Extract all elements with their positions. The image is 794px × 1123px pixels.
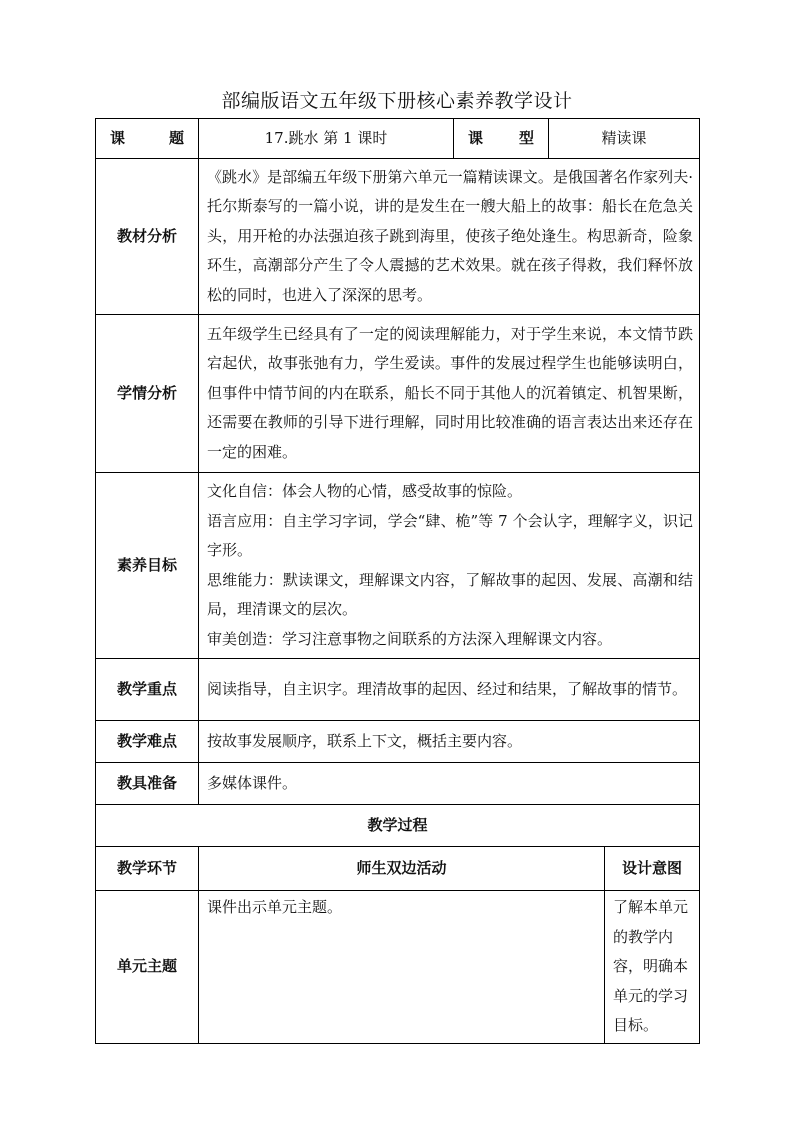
process-title-row: [96, 805, 700, 847]
type-label-char-2: 型: [518, 128, 534, 147]
process-header-row: [96, 847, 700, 891]
section-row-goals: [96, 473, 700, 659]
topic-label-cell: [96, 119, 199, 159]
section-content: [199, 315, 700, 473]
section-label: 教材分析: [96, 159, 199, 315]
section-label: 素养目标: [96, 473, 199, 659]
type-label-char-1: 课: [468, 128, 484, 147]
process-activity: 课件出示单元主题。: [199, 891, 605, 1044]
section-label: 教学难点: [96, 721, 199, 763]
type-value: 精读课: [549, 119, 700, 159]
section-content: [199, 473, 700, 659]
section-line: 思维能力：默读课文，理解课文内容，了解故事的起因、发展、高潮和结局，理清课文的层次。: [207, 570, 694, 618]
section-line: 五年级学生已经具有了一定的阅读理解能力，对于学生来说，本文情节跌宕起伏，故事张弛有力，学生爱读。事件的发展过程学生也能够读明白，但事件中情节间的内在联系，船长不同于其他人的沉着镇定、机智果断，还需要在教师的引导下进行理解，同时用比较准确的语言表达出来还存在一定的困难。: [207, 324, 694, 461]
document-title: 部编版语文五年级下册核心素养教学设计: [221, 90, 573, 112]
lesson-plan-table: [95, 118, 700, 1044]
section-label: 学情分析: [96, 315, 199, 473]
section-label: 教具准备: [96, 763, 199, 805]
section-row-materials: [96, 763, 700, 805]
topic-label-char-1: 课: [110, 128, 126, 147]
section-row-key-points: [96, 659, 700, 721]
section-line: 文化自信：体会人物的心情，感受故事的惊险。: [207, 482, 523, 500]
process-title: 教学过程: [96, 805, 700, 847]
section-line: 阅读指导，自主识字。理清故事的起因、经过和结果，了解故事的情节。: [207, 679, 688, 698]
section-row-difficulties: [96, 721, 700, 763]
section-line: 语言应用：自主学习字词，学会“肆、桅”等 7 个会认字，理解字义，识记字形。: [207, 511, 694, 559]
section-line: 《跳水》是部编五年级下册第六单元一篇精读课文。是俄国著名作家列夫·托尔斯泰写的一篇小说，讲的是发生在一艘大船上的故事：船长在危急关头，用开枪的办法强迫孩子跳到海里，使孩子绝处逢生。构思新奇，险象环生，高潮部分产生了令人震撼的艺术效果。就在孩子得救，我们释怀放松的同时，也进入了深深的思考。: [207, 167, 694, 304]
section-content: [199, 763, 700, 805]
process-stage: 单元主题: [96, 891, 199, 1044]
process-intent: 了解本单元的教学内容，明确本单元的学习目标。: [605, 891, 700, 1044]
section-row-learners: [96, 315, 700, 473]
section-line: 按故事发展顺序，联系上下文，概括主要内容。: [207, 731, 523, 750]
topic-label: [96, 124, 198, 154]
topic-value: 17.跳水 第 1 课时: [199, 119, 454, 159]
section-label: 教学重点: [96, 659, 199, 721]
section-row-analysis: [96, 159, 700, 315]
col-header-activity: 师生双边活动: [199, 847, 605, 891]
col-header-stage: 教学环节: [96, 847, 199, 891]
section-content: [199, 659, 700, 721]
section-line: 多媒体课件。: [207, 773, 298, 792]
section-line: 审美创造：学习注意事物之间联系的方法深入理解课文内容。: [207, 629, 613, 648]
header-row: [96, 119, 700, 159]
col-header-intent: 设计意图: [605, 847, 700, 891]
section-content: [199, 159, 700, 315]
type-label-cell: [454, 119, 549, 159]
section-content: [199, 721, 700, 763]
type-label: [454, 124, 548, 154]
topic-label-char-2: 题: [168, 128, 184, 147]
process-row: [96, 891, 700, 1044]
